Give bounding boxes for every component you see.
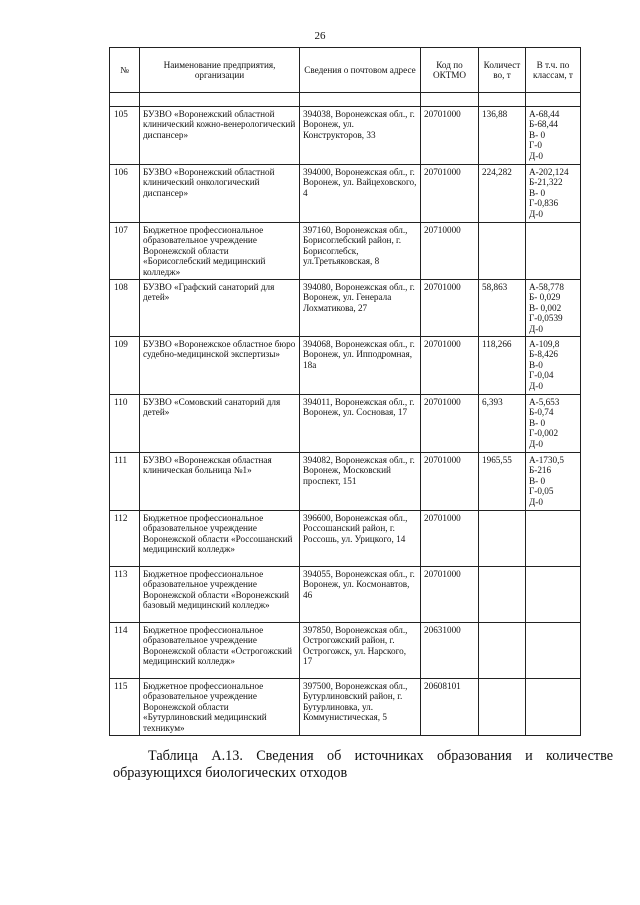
cell-name: Бюджетное профессиональное образовательное учреждение Воронежской области «Бутурлиновский медицинский техникум» bbox=[140, 679, 300, 736]
cell-address: 397160, Воронежская обл., Борисоглебский район, г. Борисоглебск, ул.Третьяковская, 8 bbox=[300, 223, 421, 280]
cell-classes bbox=[526, 107, 581, 165]
cell-name: Бюджетное профессиональное образовательное учреждение Воронежской области «Россошанский медицинский колледж» bbox=[140, 511, 300, 567]
cell-no: 111 bbox=[110, 453, 140, 511]
class-value: В- 0 bbox=[529, 475, 546, 486]
cell-name: БУЗВО «Воронежский областной клинический кожно-венерологический диспансер» bbox=[140, 107, 300, 165]
cell-address: 394038, Воронежская обл., г. Воронеж, ул. Конструкторов, 33 bbox=[300, 107, 421, 165]
table-row bbox=[110, 107, 581, 165]
cell-oktmo: 20701000 bbox=[421, 395, 479, 453]
table-caption: Таблица А.13. Сведения об источниках образования и количестве образующихся биологических отходов bbox=[113, 748, 613, 781]
class-value: Г-0,0539 bbox=[529, 313, 563, 324]
cell-quantity bbox=[479, 623, 526, 679]
class-value: Г-0 bbox=[529, 140, 542, 151]
cell-quantity bbox=[479, 679, 526, 736]
class-value: А-5,653 bbox=[529, 397, 560, 408]
header-no: № bbox=[110, 48, 140, 93]
cell-classes bbox=[526, 511, 581, 567]
cell-classes bbox=[526, 679, 581, 736]
cell-name: БУЗВО «Воронежская областная клиническая больница №1» bbox=[140, 453, 300, 511]
class-value: А-202,124 bbox=[529, 167, 569, 177]
class-value: Д-0 bbox=[529, 323, 543, 334]
cell-oktmo: 20701000 bbox=[421, 165, 479, 223]
cell-address: 397500, Воронежская обл., Бутурлиновский район, г. Бутурлиновка, ул. Коммунистическая, 5 bbox=[300, 679, 421, 736]
table-row bbox=[110, 280, 581, 337]
cell-oktmo: 20701000 bbox=[421, 453, 479, 511]
class-value: А-58,778 bbox=[529, 282, 564, 293]
class-value: Д-0 bbox=[529, 496, 543, 507]
table-row bbox=[110, 511, 581, 567]
header-name: Наименование предприятия, организации bbox=[140, 48, 300, 93]
table-header-row bbox=[110, 48, 581, 93]
cell-oktmo: 20710000 bbox=[421, 223, 479, 280]
page-number: 26 bbox=[314, 30, 326, 42]
cell-name: Бюджетное профессиональное образовательное учреждение Воронежской области «Борисоглебский медицинский колледж» bbox=[140, 223, 300, 280]
cell-quantity: 58,863 bbox=[479, 280, 526, 337]
cell-classes bbox=[526, 453, 581, 511]
class-value: А-1730,5 bbox=[529, 455, 564, 466]
class-value: В- 0,002 bbox=[529, 302, 562, 313]
class-value: Г-0,04 bbox=[529, 370, 554, 381]
class-value: В- 0 bbox=[529, 187, 546, 198]
cell-classes bbox=[526, 165, 581, 223]
cell-quantity bbox=[479, 511, 526, 567]
table-body bbox=[110, 107, 581, 736]
table-row bbox=[110, 679, 581, 736]
cell-address: 394011, Воронежская обл., г. Воронеж, ул. Сосновая, 17 bbox=[300, 395, 421, 453]
cell-oktmo: 20701000 bbox=[421, 511, 479, 567]
class-value: Б-8,426 bbox=[529, 349, 559, 360]
cell-oktmo: 20701000 bbox=[421, 567, 479, 623]
cell-oktmo: 20608101 bbox=[421, 679, 479, 736]
cell-quantity: 224,282 bbox=[479, 165, 526, 223]
cell-name: БУЗВО «Воронежское областное бюро судебно-медицинской экспертизы» bbox=[140, 337, 300, 395]
class-value: Б-216 bbox=[529, 465, 552, 476]
cell-classes bbox=[526, 623, 581, 679]
cell-address: 394000, Воронежская обл., г. Воронеж, ул. Вайцеховского, 4 bbox=[300, 165, 421, 223]
cell-no: 114 bbox=[110, 623, 140, 679]
cell-classes bbox=[526, 280, 581, 337]
cell-no: 107 bbox=[110, 223, 140, 280]
cell-quantity: 136,88 bbox=[479, 107, 526, 165]
class-value: Г-0,836 bbox=[529, 198, 559, 209]
table-row bbox=[110, 453, 581, 511]
header-classes: В т.ч. по классам, т bbox=[526, 48, 581, 93]
waste-sources-table bbox=[109, 47, 581, 736]
class-value: Д-0 bbox=[529, 380, 543, 391]
cell-no: 110 bbox=[110, 395, 140, 453]
cell-no: 106 bbox=[110, 165, 140, 223]
cell-address: 394055, Воронежская обл., г. Воронеж, ул. Космонавтов, 46 bbox=[300, 567, 421, 623]
table-row bbox=[110, 623, 581, 679]
table-row bbox=[110, 567, 581, 623]
cell-oktmo: 20701000 bbox=[421, 280, 479, 337]
cell-no: 113 bbox=[110, 567, 140, 623]
cell-quantity bbox=[479, 223, 526, 280]
cell-quantity: 1965,55 bbox=[479, 453, 526, 511]
table-row bbox=[110, 223, 581, 280]
class-value: Д-0 bbox=[529, 438, 543, 449]
table-row bbox=[110, 337, 581, 395]
cell-name: БУЗВО «Воронежский областной клинический онкологический диспансер» bbox=[140, 165, 300, 223]
class-value: В- 0 bbox=[529, 129, 546, 140]
cell-classes bbox=[526, 223, 581, 280]
cell-address: 397850, Воронежская обл., Острогожский район, г. Острогожск, ул. Нарского, 17 bbox=[300, 623, 421, 679]
class-value: А-68,44 bbox=[529, 109, 560, 119]
cell-classes bbox=[526, 567, 581, 623]
header-address: Сведения о почтовом адресе bbox=[300, 48, 421, 93]
class-value: Д-0 bbox=[529, 208, 543, 219]
class-value: Д-0 bbox=[529, 150, 543, 161]
cell-no: 108 bbox=[110, 280, 140, 337]
header-oktmo: Код по ОКТМО bbox=[421, 48, 479, 93]
cell-name: БУЗВО «Графский санаторий для детей» bbox=[140, 280, 300, 337]
cell-classes bbox=[526, 395, 581, 453]
class-value: В- 0 bbox=[529, 417, 546, 428]
cell-no: 105 bbox=[110, 107, 140, 165]
cell-name: БУЗВО «Сомовский санаторий для детей» bbox=[140, 395, 300, 453]
header-spacer-row bbox=[110, 93, 581, 107]
cell-name: Бюджетное профессиональное образовательное учреждение Воронежской области «Острогожский медицинский колледж» bbox=[140, 623, 300, 679]
cell-classes bbox=[526, 337, 581, 395]
class-value: А-109,8 bbox=[529, 339, 560, 350]
table-row bbox=[110, 165, 581, 223]
cell-address: 394080, Воронежская обл., г. Воронеж, ул. Генерала Лохматикова, 27 bbox=[300, 280, 421, 337]
class-value: Б-0,74 bbox=[529, 407, 554, 418]
cell-oktmo: 20631000 bbox=[421, 623, 479, 679]
cell-name: Бюджетное профессиональное образовательное учреждение Воронежской области «Воронежский базовый медицинский колледж» bbox=[140, 567, 300, 623]
class-value: В-0 bbox=[529, 359, 543, 370]
cell-no: 115 bbox=[110, 679, 140, 736]
cell-no: 112 bbox=[110, 511, 140, 567]
cell-quantity: 118,266 bbox=[479, 337, 526, 395]
cell-address: 394068, Воронежская обл., г. Воронеж, ул. Ипподромная, 18а bbox=[300, 337, 421, 395]
table-row bbox=[110, 395, 581, 453]
class-value: Г-0,002 bbox=[529, 428, 559, 439]
cell-no: 109 bbox=[110, 337, 140, 395]
header-quantity: Количест во, т bbox=[479, 48, 526, 93]
class-value: Г-0,05 bbox=[529, 486, 554, 497]
cell-oktmo: 20701000 bbox=[421, 107, 479, 165]
cell-quantity: 6,393 bbox=[479, 395, 526, 453]
cell-oktmo: 20701000 bbox=[421, 337, 479, 395]
cell-address: 394082, Воронежская обл., г. Воронеж, Московский проспект, 151 bbox=[300, 453, 421, 511]
class-value: Б-21,322 bbox=[529, 177, 563, 188]
cell-quantity bbox=[479, 567, 526, 623]
class-value: Б-68,44 bbox=[529, 119, 559, 130]
cell-address: 396600, Воронежская обл., Россошанский район, г. Россошь, ул. Урицкого, 14 bbox=[300, 511, 421, 567]
class-value: Б- 0,029 bbox=[529, 292, 561, 303]
